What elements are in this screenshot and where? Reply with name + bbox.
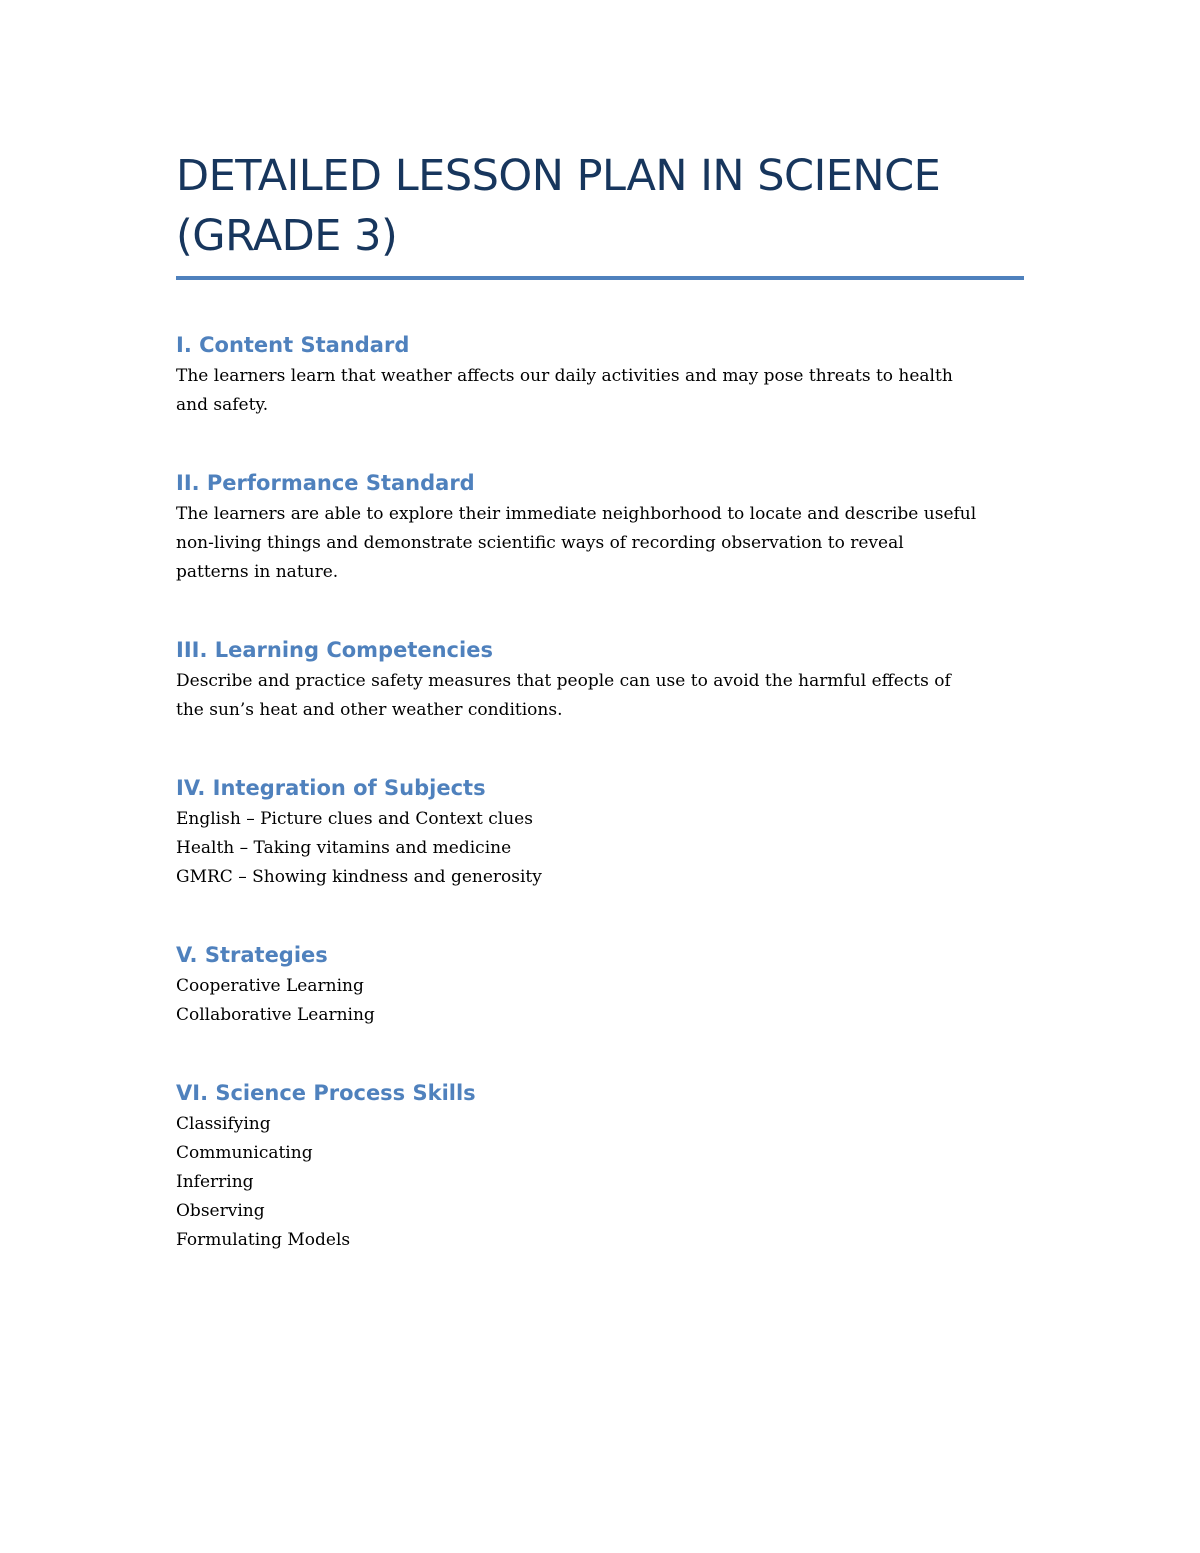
section-strategies xyxy=(176,940,1024,1030)
list-item: English – Picture clues and Context clues xyxy=(176,809,533,829)
section-heading: IV. Integration of Subjects xyxy=(176,776,486,800)
section-performance-standard xyxy=(176,468,1024,587)
document-page xyxy=(176,146,1024,1255)
list-item: Health – Taking vitamins and medicine xyxy=(176,838,512,858)
section-content-standard xyxy=(176,330,1024,420)
list-item: Communicating xyxy=(176,1143,313,1163)
section-science-process-skills xyxy=(176,1078,1024,1255)
section-text-line: non-living things and demonstrate scientific ways of recording observation to reveal xyxy=(176,533,904,553)
section-text-line: and safety. xyxy=(176,395,269,415)
section-text-line: the sun’s heat and other weather conditions. xyxy=(176,700,563,720)
section-learning-competencies xyxy=(176,635,1024,725)
section-heading: II. Performance Standard xyxy=(176,471,475,495)
title-line-2: (GRADE 3) xyxy=(176,211,398,261)
list-item: GMRC – Showing kindness and generosity xyxy=(176,867,542,887)
list-item: Formulating Models xyxy=(176,1230,351,1250)
section-heading: VI. Science Process Skills xyxy=(176,1081,476,1105)
list-item: Inferring xyxy=(176,1172,254,1192)
list-item: Classifying xyxy=(176,1114,271,1134)
title-underline xyxy=(176,276,1024,280)
list-item: Collaborative Learning xyxy=(176,1005,375,1025)
list-item: Observing xyxy=(176,1201,265,1221)
section-heading: I. Content Standard xyxy=(176,333,410,357)
title-line-1: DETAILED LESSON PLAN IN SCIENCE xyxy=(176,151,941,201)
section-text-line: patterns in nature. xyxy=(176,562,339,582)
document-title xyxy=(176,146,1024,266)
section-heading: III. Learning Competencies xyxy=(176,638,493,662)
section-text-line: The learners are able to explore their immediate neighborhood to locate and describe useful xyxy=(176,504,977,524)
section-text-line: Describe and practice safety measures that people can use to avoid the harmful effects of xyxy=(176,671,951,691)
list-item: Cooperative Learning xyxy=(176,976,364,996)
section-integration-of-subjects xyxy=(176,773,1024,892)
section-heading: V. Strategies xyxy=(176,943,328,967)
section-text-line: The learners learn that weather affects our daily activities and may pose threats to health xyxy=(176,366,953,386)
